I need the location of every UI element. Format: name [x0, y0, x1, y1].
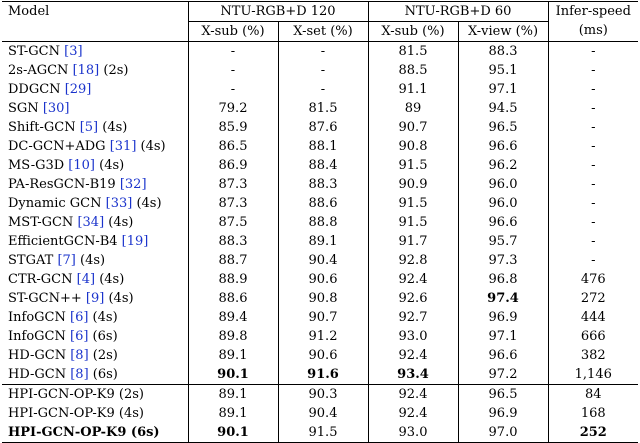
xset-cell: 89.1	[278, 232, 368, 251]
table-body	[2, 42, 638, 443]
xview-cell: 97.2	[458, 365, 548, 385]
model-name: InfoGCN	[8, 328, 70, 344]
model-name-cell	[2, 61, 188, 80]
model-name-cell	[2, 404, 188, 423]
xsub60-cell: 92.7	[368, 308, 458, 327]
xset-cell: 90.8	[278, 289, 368, 308]
xsub120-cell: 87.3	[188, 194, 278, 213]
xsub120-cell: -	[188, 42, 278, 62]
model-name: MS-G3D	[8, 157, 69, 173]
xset-cell: 90.4	[278, 404, 368, 423]
infer-speed-cell: -	[591, 62, 596, 78]
xview-cell: 95.1	[458, 61, 548, 80]
table-row	[2, 80, 638, 99]
table-row	[2, 346, 638, 365]
infer-speed-cell: -	[591, 81, 596, 97]
citation-ref[interactable]: [34]	[77, 214, 105, 230]
model-name-cell	[2, 289, 188, 308]
citation-ref[interactable]: [29]	[64, 81, 92, 97]
table-row	[2, 118, 638, 137]
infer-speed-cell: 168	[580, 405, 606, 421]
xsub60-cell: 92.4	[368, 270, 458, 289]
table-row	[2, 423, 638, 443]
stream-suffix: (4s)	[104, 214, 134, 230]
xsub120-cell: 88.6	[188, 289, 278, 308]
xsub60-cell: 90.8	[368, 137, 458, 156]
xsub60-cell: 90.7	[368, 118, 458, 137]
table-row	[2, 365, 638, 385]
model-name-cell	[2, 327, 188, 346]
model-name: HD-GCN	[8, 347, 71, 363]
xview-cell: 96.9	[458, 404, 548, 423]
stream-suffix: (6s)	[88, 328, 118, 344]
table-row	[2, 99, 638, 118]
xview-cell: 96.6	[458, 346, 548, 365]
citation-ref[interactable]: [6]	[70, 328, 89, 344]
model-name-cell	[2, 156, 188, 175]
table-row	[2, 213, 638, 232]
citation-ref[interactable]: [8]	[70, 347, 89, 363]
model-name: InfoGCN	[8, 309, 70, 325]
table-row	[2, 232, 638, 251]
infer-speed-cell: -	[591, 195, 596, 211]
xview-cell: 97.1	[458, 327, 548, 346]
model-name-cell	[2, 99, 188, 118]
table-row	[2, 175, 638, 194]
xsub120-cell: 87.5	[188, 213, 278, 232]
stream-suffix: (4s)	[94, 157, 125, 173]
infer-speed-cell: 84	[548, 385, 638, 405]
xsub60-cell: 88.5	[368, 61, 458, 80]
xview-cell: 95.7	[458, 232, 548, 251]
results-table	[2, 1, 638, 443]
xsub60-cell: 93.0	[368, 327, 458, 346]
ntu120-header: NTU-RGB+D 120	[188, 2, 368, 22]
table-row	[2, 61, 638, 80]
model-name: CTR-GCN	[8, 271, 77, 287]
citation-ref[interactable]: [18]	[72, 62, 100, 78]
model-name-cell	[2, 118, 188, 137]
xsub60-cell: 91.1	[368, 80, 458, 99]
stream-suffix: (4s)	[95, 271, 125, 287]
xview-cell: 96.5	[458, 385, 548, 405]
xset-cell: 91.5	[278, 423, 368, 443]
model-name-cell	[2, 385, 188, 405]
xsub120-cell: 90.1	[188, 423, 278, 443]
citation-ref[interactable]: [6]	[70, 309, 89, 325]
xset-cell: 90.3	[278, 385, 368, 405]
xsub60-cell: 92.6	[368, 289, 458, 308]
table-row	[2, 327, 638, 346]
xsub120-cell: 85.9	[188, 118, 278, 137]
stream-suffix: (4s)	[104, 290, 134, 306]
xview-cell: 96.6	[458, 137, 548, 156]
xsub60-cell: 90.9	[368, 175, 458, 194]
stream-suffix: (4s)	[132, 195, 162, 211]
model-name: MST-GCN	[8, 214, 78, 230]
xsub120-header: X-sub (%)	[188, 22, 278, 42]
stream-suffix: (4s)	[75, 252, 106, 268]
xset-cell: 88.1	[278, 137, 368, 156]
model-name: 2s-AGCN	[8, 62, 73, 78]
xview-cell: 96.5	[458, 118, 548, 137]
infer-speed-cell: 272	[580, 290, 606, 306]
model-name: Shift-GCN	[8, 119, 80, 135]
citation-ref[interactable]: [8]	[70, 366, 89, 382]
xsub60-cell: 89	[368, 99, 458, 118]
table-row	[2, 156, 638, 175]
xsub60-cell: 92.8	[368, 251, 458, 270]
header-row-2	[2, 22, 638, 42]
model-name: DDGCN	[8, 81, 65, 97]
table-row	[2, 270, 638, 289]
xsub120-cell: -	[188, 61, 278, 80]
stream-suffix: (2s)	[88, 347, 118, 363]
table-row	[2, 308, 638, 327]
xsub60-cell: 93.4	[368, 365, 458, 385]
xset-cell: -	[278, 61, 368, 80]
model-name: PA-ResGCN-B19	[8, 176, 120, 192]
infer-speed-cell: -	[591, 100, 596, 116]
stream-suffix: (6s)	[88, 366, 118, 382]
model-name-cell	[2, 42, 188, 62]
citation-ref[interactable]: [10]	[68, 157, 95, 173]
model-name-cell	[2, 308, 188, 327]
xset-cell: 91.6	[278, 365, 368, 385]
xset-cell: 88.4	[278, 156, 368, 175]
model-name: STGAT	[8, 252, 58, 268]
model-name: SGN	[8, 100, 43, 116]
stream-suffix: (4s)	[88, 309, 118, 325]
table-row	[2, 251, 638, 270]
xsub60-cell: 92.4	[368, 346, 458, 365]
xsub120-cell: 79.2	[188, 99, 278, 118]
xset-header: X-set (%)	[278, 22, 368, 42]
infer-speed-cell: 382	[580, 347, 606, 363]
citation-ref[interactable]: [9]	[85, 290, 105, 306]
xset-cell: 90.6	[278, 346, 368, 365]
xset-cell: 87.6	[278, 118, 368, 137]
header-row-1	[2, 2, 638, 22]
xset-cell: 88.6	[278, 194, 368, 213]
stream-suffix: (4s)	[98, 119, 128, 135]
xview-cell: 97.3	[458, 251, 548, 270]
model-name: ST-GCN	[8, 43, 65, 59]
model-name-cell	[2, 194, 188, 213]
xsub120-cell: 89.1	[188, 346, 278, 365]
table-row	[2, 137, 638, 156]
infer-speed-cell: 476	[580, 271, 606, 287]
model-header-blank	[2, 22, 188, 42]
xset-cell: 90.6	[278, 270, 368, 289]
infer-speed-header: Infer-speed	[548, 2, 638, 22]
infer-speed-cell: -	[591, 138, 596, 154]
citation-ref[interactable]: [33]	[105, 195, 133, 211]
xview-cell: 97.0	[458, 423, 548, 443]
xset-cell: 88.8	[278, 213, 368, 232]
infer-speed-cell: 1,146	[574, 366, 612, 382]
xset-cell: 90.7	[278, 308, 368, 327]
xview-cell: 96.8	[458, 270, 548, 289]
xview-cell: 96.0	[458, 194, 548, 213]
xset-cell: 88.3	[278, 175, 368, 194]
infer-speed-cell: -	[591, 176, 596, 192]
xsub120-cell: 89.1	[188, 385, 278, 405]
xsub60-cell: 92.4	[368, 404, 458, 423]
infer-speed-cell: 444	[580, 309, 606, 325]
model-name: Dynamic GCN	[8, 195, 106, 211]
citation-ref[interactable]: [5]	[79, 119, 99, 135]
xset-cell: -	[278, 42, 368, 62]
citation-ref[interactable]: [7]	[57, 252, 76, 268]
ms-header: (ms)	[548, 22, 638, 42]
xsub120-cell: 90.1	[188, 365, 278, 385]
citation-ref[interactable]: [30]	[42, 100, 70, 116]
xsub60-cell: 81.5	[368, 42, 458, 62]
infer-speed-cell: -	[591, 119, 596, 135]
xset-cell: 81.5	[278, 99, 368, 118]
xsub120-cell: 89.4	[188, 308, 278, 327]
xset-cell: 90.4	[278, 251, 368, 270]
stream-suffix: (2s)	[99, 62, 129, 78]
model-name: DC-GCN+ADG	[8, 138, 110, 154]
xview-cell: 88.3	[458, 42, 548, 62]
xsub120-cell: 86.5	[188, 137, 278, 156]
model-name-cell	[2, 365, 188, 385]
model-name-cell	[2, 232, 188, 251]
xview-cell: 96.0	[458, 175, 548, 194]
model-name-cell	[2, 270, 188, 289]
table-row	[2, 194, 638, 213]
xview-cell: 96.6	[458, 213, 548, 232]
xsub120-cell: 89.1	[188, 404, 278, 423]
table-row	[2, 385, 638, 405]
xset-cell: 91.2	[278, 327, 368, 346]
model-header: Model	[2, 2, 188, 22]
xsub120-cell: 86.9	[188, 156, 278, 175]
model-name-cell	[2, 423, 188, 443]
model-name: HPI-GCN-OP-K9 (2s)	[8, 386, 144, 402]
xview-cell: 97.1	[458, 80, 548, 99]
infer-speed-cell: -	[591, 214, 596, 230]
xsub60-cell: 91.7	[368, 232, 458, 251]
model-name-cell	[2, 137, 188, 156]
xsub120-cell: 88.3	[188, 232, 278, 251]
xview-cell: 94.5	[458, 99, 548, 118]
xsub120-cell: 89.8	[188, 327, 278, 346]
model-name: HPI-GCN-OP-K9 (6s)	[8, 424, 160, 440]
xsub60-cell: 91.5	[368, 213, 458, 232]
xview-cell: 96.2	[458, 156, 548, 175]
infer-speed-cell: -	[591, 233, 596, 249]
table-row	[2, 404, 638, 423]
xset-cell: -	[278, 80, 368, 99]
model-name: HPI-GCN-OP-K9 (4s)	[8, 405, 144, 421]
table-row	[2, 42, 638, 62]
model-name-cell	[2, 346, 188, 365]
citation-ref[interactable]: [19]	[121, 233, 149, 249]
xsub120-cell: 87.3	[188, 175, 278, 194]
infer-speed-cell: 252	[548, 423, 638, 443]
xsub60-cell: 92.4	[368, 385, 458, 405]
model-name-cell	[2, 251, 188, 270]
xview-cell: 97.4	[458, 289, 548, 308]
xsub120-cell: -	[188, 80, 278, 99]
xsub120-cell: 88.7	[188, 251, 278, 270]
xsub60-cell: 91.5	[368, 156, 458, 175]
citation-ref[interactable]: [3]	[64, 43, 83, 59]
xsub120-cell: 88.9	[188, 270, 278, 289]
xview-cell: 96.9	[458, 308, 548, 327]
infer-speed-cell: -	[591, 252, 596, 268]
model-name: EfficientGCN-B4	[8, 233, 122, 249]
model-name-cell	[2, 213, 188, 232]
model-name-cell	[2, 80, 188, 99]
xsub60-cell: 91.5	[368, 194, 458, 213]
infer-speed-cell: 666	[580, 328, 606, 344]
xsub60-cell: 93.0	[368, 423, 458, 443]
model-name: HD-GCN	[8, 366, 71, 382]
citation-ref[interactable]: [31]	[109, 138, 137, 154]
stream-suffix: (4s)	[136, 138, 166, 154]
citation-ref[interactable]: [32]	[119, 176, 147, 192]
citation-ref[interactable]: [4]	[76, 271, 96, 287]
ntu60-header: NTU-RGB+D 60	[368, 2, 548, 22]
infer-speed-cell: -	[591, 43, 596, 59]
xsub60-header: X-sub (%)	[368, 22, 458, 42]
model-name-cell	[2, 175, 188, 194]
table-row	[2, 289, 638, 308]
xview-header: X-view (%)	[458, 22, 548, 42]
infer-speed-cell: -	[591, 157, 596, 173]
model-name: ST-GCN++	[8, 290, 86, 306]
